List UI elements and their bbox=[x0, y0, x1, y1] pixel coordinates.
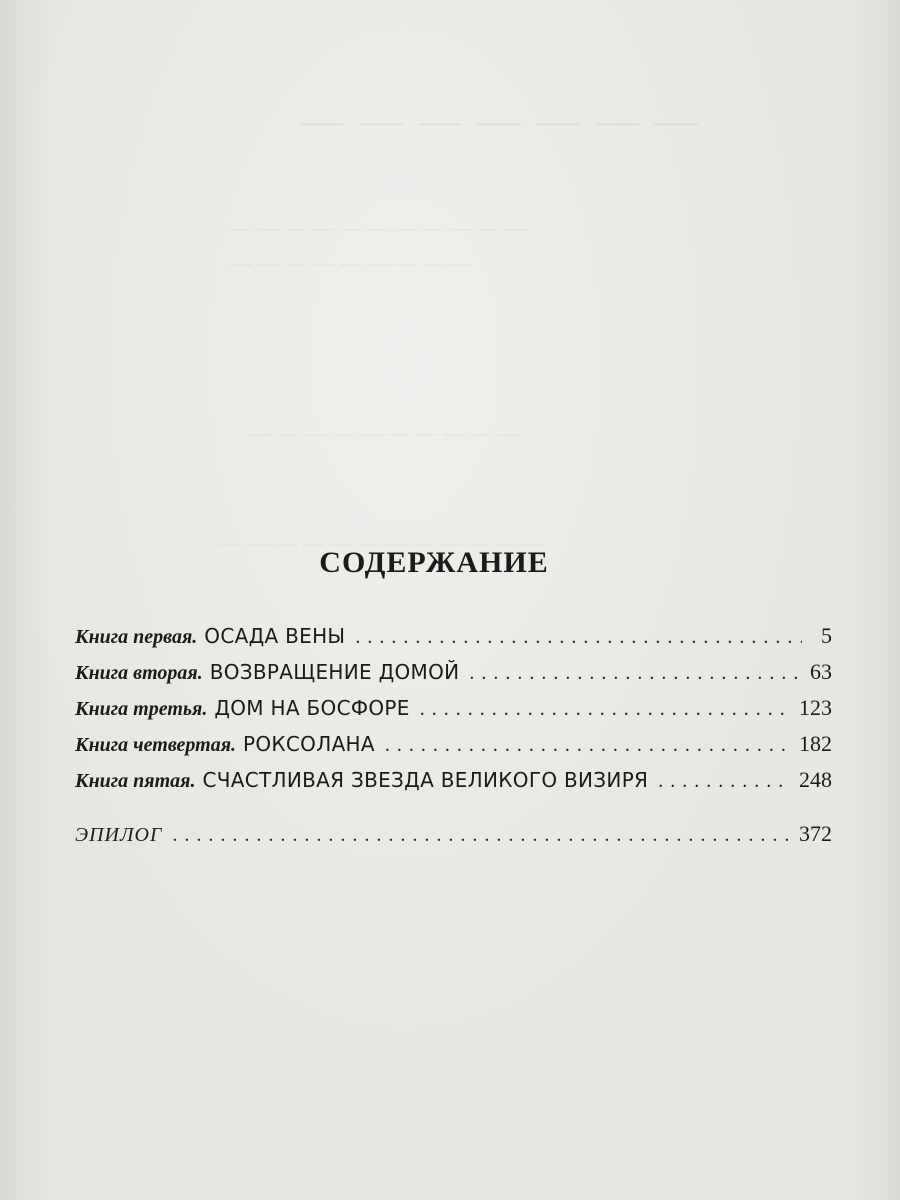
page-number: 182 bbox=[799, 731, 832, 756]
page-number: 123 bbox=[799, 695, 832, 720]
book-label: Книга первая. bbox=[75, 626, 198, 648]
dot-leader bbox=[658, 763, 789, 799]
bleed-through-text bbox=[250, 420, 520, 446]
epilogue-title: ЭПИЛОГ bbox=[75, 824, 163, 846]
table-of-contents bbox=[75, 618, 832, 852]
book-title: ОСАДА ВЕНЫ bbox=[204, 624, 346, 648]
toc-entry bbox=[75, 618, 832, 654]
dot-leader bbox=[420, 691, 789, 727]
bleed-through-text bbox=[230, 215, 527, 241]
contents-heading: СОДЕРЖАНИЕ bbox=[319, 546, 549, 579]
toc-entry bbox=[75, 762, 832, 798]
page-number: 5 bbox=[821, 623, 832, 648]
bleed-through-text bbox=[300, 95, 700, 146]
bleed-through-text bbox=[230, 250, 472, 276]
book-title: СЧАСТЛИВАЯ ЗВЕЗДА ВЕЛИКОГО ВИЗИРЯ bbox=[202, 768, 649, 792]
book-title: ВОЗВРАЩЕНИЕ ДОМОЙ bbox=[209, 660, 460, 684]
page-number: 372 bbox=[799, 821, 832, 846]
book-label: Книга вторая. bbox=[75, 662, 203, 684]
book-label: Книга третья. bbox=[75, 698, 208, 720]
page-number: 248 bbox=[799, 767, 832, 792]
book-label: Книга четвертая. bbox=[75, 734, 237, 756]
book-label: Книга пятая. bbox=[75, 770, 196, 792]
dot-leader bbox=[172, 817, 789, 853]
dot-leader bbox=[385, 727, 789, 763]
book-title: РОКСОЛАНА bbox=[243, 732, 375, 756]
book-title: ДОМ НА БОСФОРЕ bbox=[214, 696, 410, 720]
toc-entry bbox=[75, 690, 832, 726]
toc-entry bbox=[75, 654, 832, 690]
dot-leader bbox=[355, 619, 802, 655]
toc-entry bbox=[75, 726, 832, 762]
dot-leader bbox=[469, 655, 800, 691]
page-number: 63 bbox=[810, 659, 832, 684]
toc-entry-epilogue bbox=[75, 816, 832, 852]
